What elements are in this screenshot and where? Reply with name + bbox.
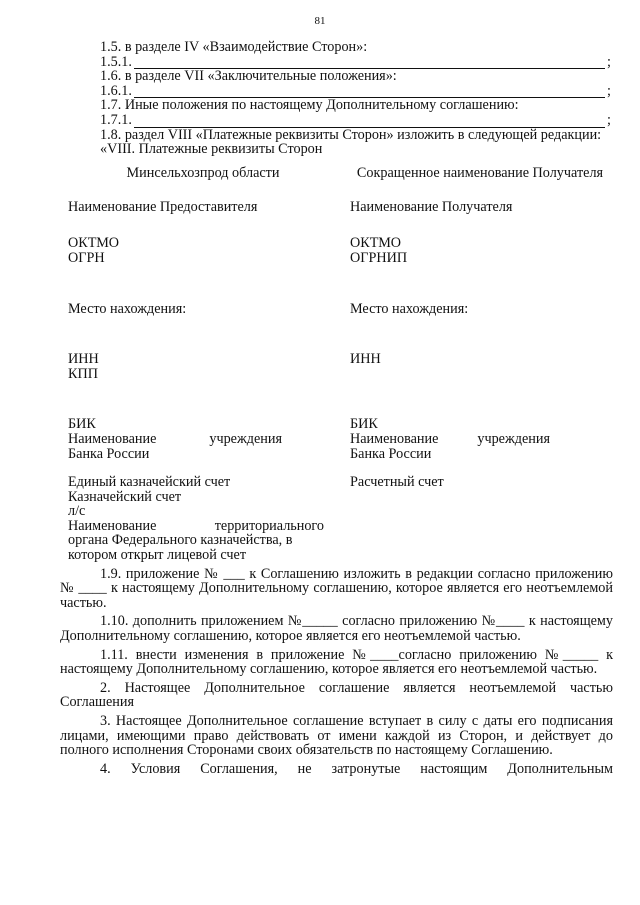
clause-2: 2. Настоящее Дополнительное соглашение является неотъемлемой частью Соглашения bbox=[60, 679, 613, 711]
provider-org-name bbox=[68, 519, 324, 534]
recipient-bank-word2: учреждения bbox=[477, 430, 550, 447]
item-1-5-1-row bbox=[60, 55, 613, 70]
recipient-bank-word1: Наименование bbox=[350, 430, 439, 447]
recipient-oktmo: ОКТМО bbox=[350, 235, 402, 252]
blank-line bbox=[134, 116, 605, 128]
item-1-6-1-row bbox=[60, 84, 613, 99]
provider-bank-line2: Банка России bbox=[68, 445, 150, 462]
payment-details-table bbox=[60, 166, 613, 563]
item-1-7-1-label: 1.7.1. bbox=[100, 111, 132, 128]
item-1-6-1-label: 1.6.1. bbox=[100, 82, 132, 99]
item-1-5: 1.5. в разделе IV «Взаимодействие Сторон»: bbox=[100, 39, 368, 55]
provider-kpp: КПП bbox=[68, 365, 98, 382]
item-1-10: 1.10. дополнить приложением №_____ согласно приложению №____ к настоящему Дополнительному соглашению, которое является его неотъемлемой частью. bbox=[60, 613, 613, 645]
recipient-column bbox=[350, 166, 610, 563]
item-1-11: 1.11. внести изменения в приложение №____согласно приложению №_____ к настоящему Дополнительному соглашению, которое является его неотъемлемой частью. bbox=[60, 646, 613, 678]
provider-oktmo: ОКТМО bbox=[68, 235, 120, 252]
provider-org-line3: котором открыт лицевой счет bbox=[68, 547, 247, 564]
semicolon: ; bbox=[607, 53, 611, 70]
provider-inn: ИНН bbox=[68, 351, 99, 368]
provider-location: Место нахождения: bbox=[68, 300, 187, 317]
recipient-bank-line2: Банка России bbox=[350, 445, 432, 462]
provider-ls: л/с bbox=[68, 503, 86, 520]
provider-ogrn: ОГРН bbox=[68, 249, 105, 266]
provider-bank-word1: Наименование bbox=[68, 430, 157, 447]
page-number: 81 bbox=[314, 15, 326, 27]
item-1-6: 1.6. в разделе VII «Заключительные положения»: bbox=[100, 68, 397, 85]
item-1-9: 1.9. приложение № ___ к Соглашению изложить в редакции согласно приложению № ____ к настоящему Дополнительному соглашению, которое является его неотъемлемой частью. bbox=[60, 565, 613, 611]
provider-org-word1: Наименование bbox=[68, 517, 157, 534]
provider-header: Минсельхозпрод области bbox=[126, 164, 280, 181]
recipient-header: Сокращенное наименование Получателя bbox=[356, 164, 604, 181]
recipient-inn: ИНН bbox=[350, 351, 381, 368]
provider-name: Наименование Предоставителя bbox=[68, 198, 258, 215]
section-viii-heading: «VIII. Платежные реквизиты Сторон bbox=[100, 141, 323, 158]
clause-3: 3. Настоящее Дополнительное соглашение вступает в силу с даты его подписания лицами, имеющими право действовать от имени каждой из Сторон, и действует до полного исполнения Сторонами своих обязательств по настоящему Соглашению. bbox=[60, 713, 613, 759]
recipient-location: Место нахождения: bbox=[350, 300, 469, 317]
recipient-bank-name bbox=[350, 432, 550, 447]
provider-treasury-acc: Казначейский счет bbox=[68, 488, 182, 505]
provider-column bbox=[68, 166, 338, 563]
recipient-name: Наименование Получателя bbox=[350, 198, 513, 215]
recipient-ogrnip: ОГРНИП bbox=[350, 249, 408, 266]
provider-org-line2: органа Федерального казначейства, в bbox=[68, 532, 293, 549]
document-body bbox=[60, 40, 613, 776]
provider-bank-name bbox=[68, 432, 282, 447]
semicolon: ; bbox=[607, 111, 611, 128]
item-1-7-1-row bbox=[60, 113, 613, 128]
item-1-8: 1.8. раздел VIII «Платежные реквизиты Сторон» изложить в следующей редакции: bbox=[100, 126, 602, 143]
provider-bank-word2: учреждения bbox=[209, 430, 282, 447]
item-1-7: 1.7. Иные положения по настоящему Дополнительному соглашению: bbox=[100, 97, 519, 114]
recipient-bik: БИК bbox=[350, 416, 378, 433]
provider-treasury-account: Единый казначейский счет bbox=[68, 474, 231, 491]
item-1-5-1-label: 1.5.1. bbox=[100, 53, 132, 70]
provider-bik: БИК bbox=[68, 416, 96, 433]
provider-org-word2: территориального bbox=[214, 517, 324, 534]
clause-4: 4. Условия Соглашения, не затронутые настоящим Дополнительным bbox=[100, 760, 613, 777]
semicolon: ; bbox=[607, 82, 611, 99]
recipient-account: Расчетный счет bbox=[350, 474, 444, 491]
